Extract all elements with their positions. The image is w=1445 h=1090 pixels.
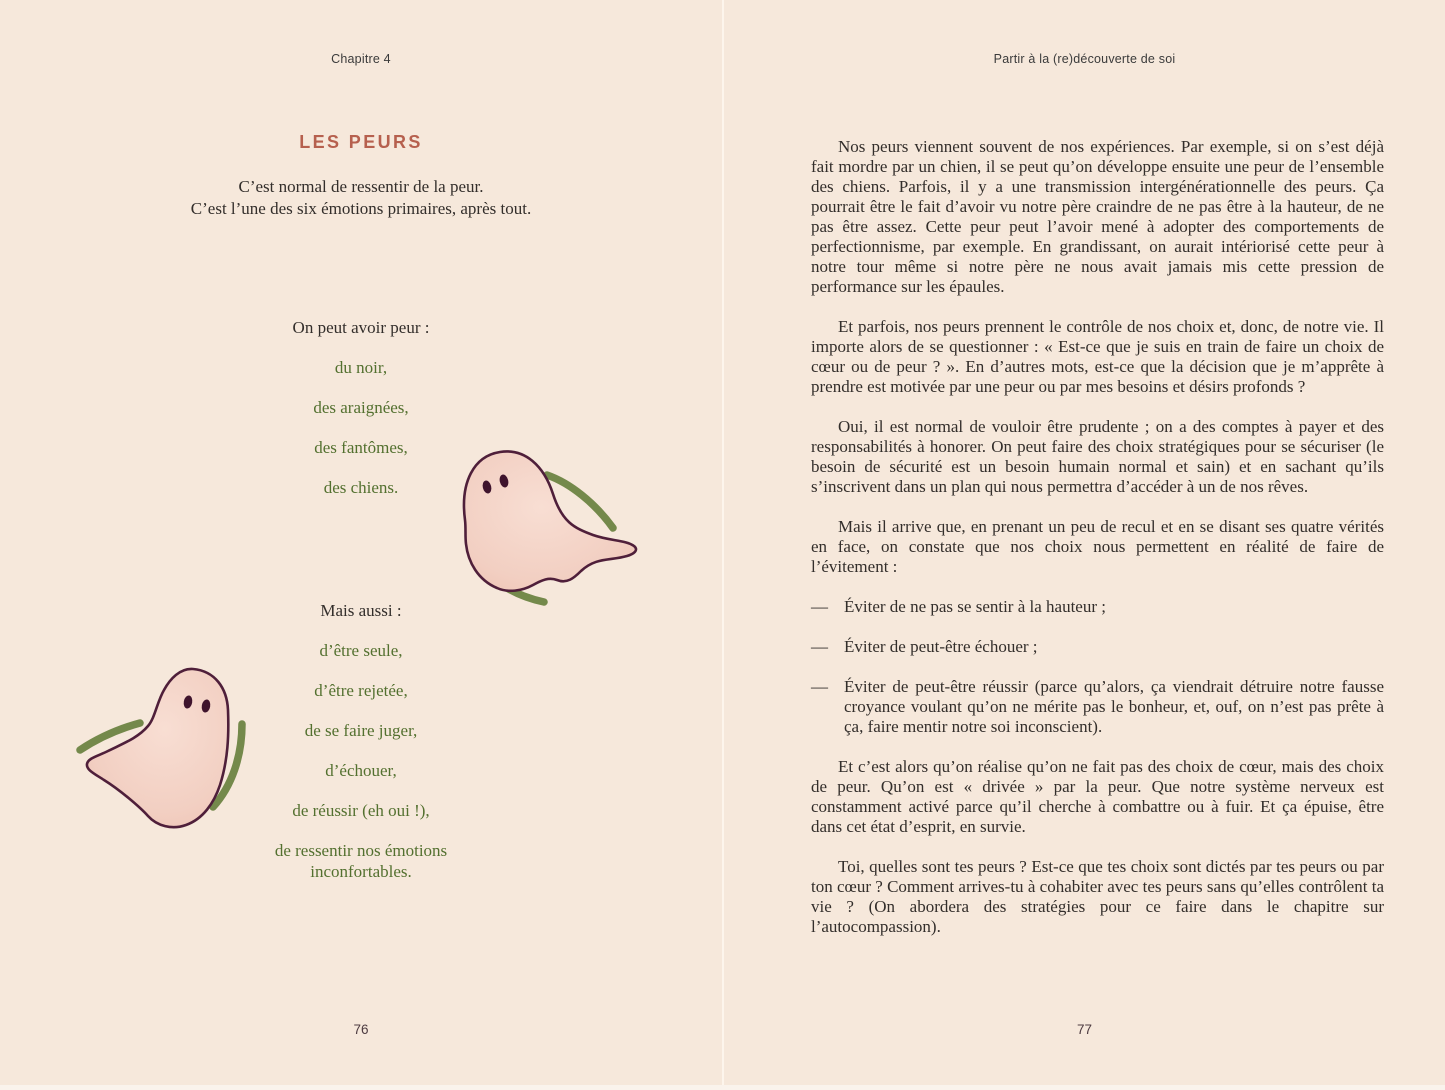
fear-list-item: des chiens. xyxy=(323,478,399,497)
body-paragraph: Nos peurs viennent souvent de nos expériences. Par exemple, si on s’est déjà fait mordre par un chien, il se peut qu’on développe ensuite une peur de l’ensemble des chiens. Parfois, il y a une transmission intergénérationnelle des peurs. Ça pourrait être le fait d’avoir vu notre père craindre de ne pas être à la hauteur, de ne pas être assez. Cette peur peut l’avoir mené à adopter des comportements de perfectionnisme, par exemple. En grandissant, on aurait intériorisé cette peur à notre tour même si notre père ne nous avait jamais mis cette pression de performance sur les épaules. xyxy=(811,137,1384,296)
bullet-group xyxy=(811,597,1384,737)
paragraph-group xyxy=(811,137,1384,577)
fear-list-item: du noir, xyxy=(334,358,388,377)
bottom-page-edge xyxy=(0,1085,1445,1090)
bullet-text: Éviter de ne pas se sentir à la hauteur ; xyxy=(844,597,1106,616)
body-paragraph: Toi, quelles sont tes peurs ? Est-ce que tes choix sont dictés par tes peurs ou par ton cœur ? Comment arrives-tu à cohabiter avec tes peurs sans qu’elles contrôlent ta vie ? (On abordera des stratégies pour ce faire dans le chapitre sur l’autocompassion). xyxy=(811,857,1384,936)
fear-list-item: des araignées, xyxy=(313,398,409,417)
page-left xyxy=(0,0,722,1085)
fear-list-item: d’échouer, xyxy=(325,761,397,780)
fear-list-item: d’être rejetée, xyxy=(314,681,408,700)
bullet-dash: — xyxy=(811,637,828,656)
intro-line: C’est l’une des six émotions primaires, après tout. xyxy=(190,198,532,218)
fear-list-item: de se faire juger, xyxy=(304,721,418,740)
running-header-right: Partir à la (re)découverte de soi xyxy=(993,52,1176,66)
bullet-item xyxy=(811,677,1384,737)
bullet-dash: — xyxy=(811,597,828,616)
ghost-body xyxy=(87,669,228,827)
bullet-text: Éviter de peut-être réussir (parce qu’alors, ça viendrait détruire notre fausse croyance voulant qu’on ne mérite pas le bonheur, et, ouf, on n’est pas prête à ça, faire mentir notre soi inconscient). xyxy=(844,677,1384,736)
fear-list-item: d’être seule, xyxy=(319,641,403,660)
fear-list-2-heading: Mais aussi : xyxy=(320,601,402,620)
intro-line: C’est normal de ressentir de la peur. xyxy=(238,177,484,196)
body-paragraph: Mais il arrive que, en prenant un peu de recul et en se disant ses quatre vérités en face, on constate que nos choix nous permettent en réalité de faire de l’évitement : xyxy=(811,517,1384,576)
bullet-dash: — xyxy=(811,677,828,696)
bullet-item xyxy=(811,637,1384,657)
fear-list-1-heading: On peut avoir peur : xyxy=(292,318,430,337)
ghost-illustration xyxy=(60,650,300,850)
fear-list-item: de réussir (eh oui !), xyxy=(292,801,430,820)
bullet-text: Éviter de peut-être échouer ; xyxy=(844,637,1038,656)
fear-list-item: de ressentir nos émotions inconfortables. xyxy=(274,841,448,881)
intro-text xyxy=(61,176,661,219)
running-header-left: Chapitre 4 xyxy=(331,52,391,66)
page-number-right: 77 xyxy=(1076,1022,1093,1037)
body-paragraph: Et c’est alors qu’on réalise qu’on ne fait pas des choix de cœur, mais des choix de peur. Qu’on est « drivée » par la peur. Que notre système nerveux est constamment activé parce qu’il cherche à combattre ou à fuir. Et ça épuise, être dans cet état d’esprit, en survie. xyxy=(811,757,1384,836)
chapter-title: LES PEURS xyxy=(299,132,423,152)
body-paragraph: Et parfois, nos peurs prennent le contrôle de nos choix et, donc, de notre vie. Il importe alors de se questionner : « Est-ce que je suis en train de faire un choix de cœur ou de peur ? ». En d’autres mots, est-ce que la décision que je m’apprête à prendre est motivée par une peur ou par mes besoins et désirs profonds ? xyxy=(811,317,1384,396)
body-text xyxy=(811,137,1384,957)
page-right xyxy=(724,0,1445,1085)
paragraph-group xyxy=(811,757,1384,937)
bullet-item xyxy=(811,597,1384,617)
fear-list-item: des fantômes, xyxy=(314,438,408,457)
page-number-left: 76 xyxy=(353,1022,369,1037)
body-paragraph: Oui, il est normal de vouloir être prudente ; on a des comptes à payer et des responsabilités à honorer. On peut faire des choix stratégiques pour se sécuriser (le besoin de sécurité est un besoin humain normal et sain) et en sachant qu’ils s’inscrivent dans un plan qui nous permettra d’accéder à un de nos rêves. xyxy=(811,417,1384,496)
ghost-illustration xyxy=(430,430,670,630)
